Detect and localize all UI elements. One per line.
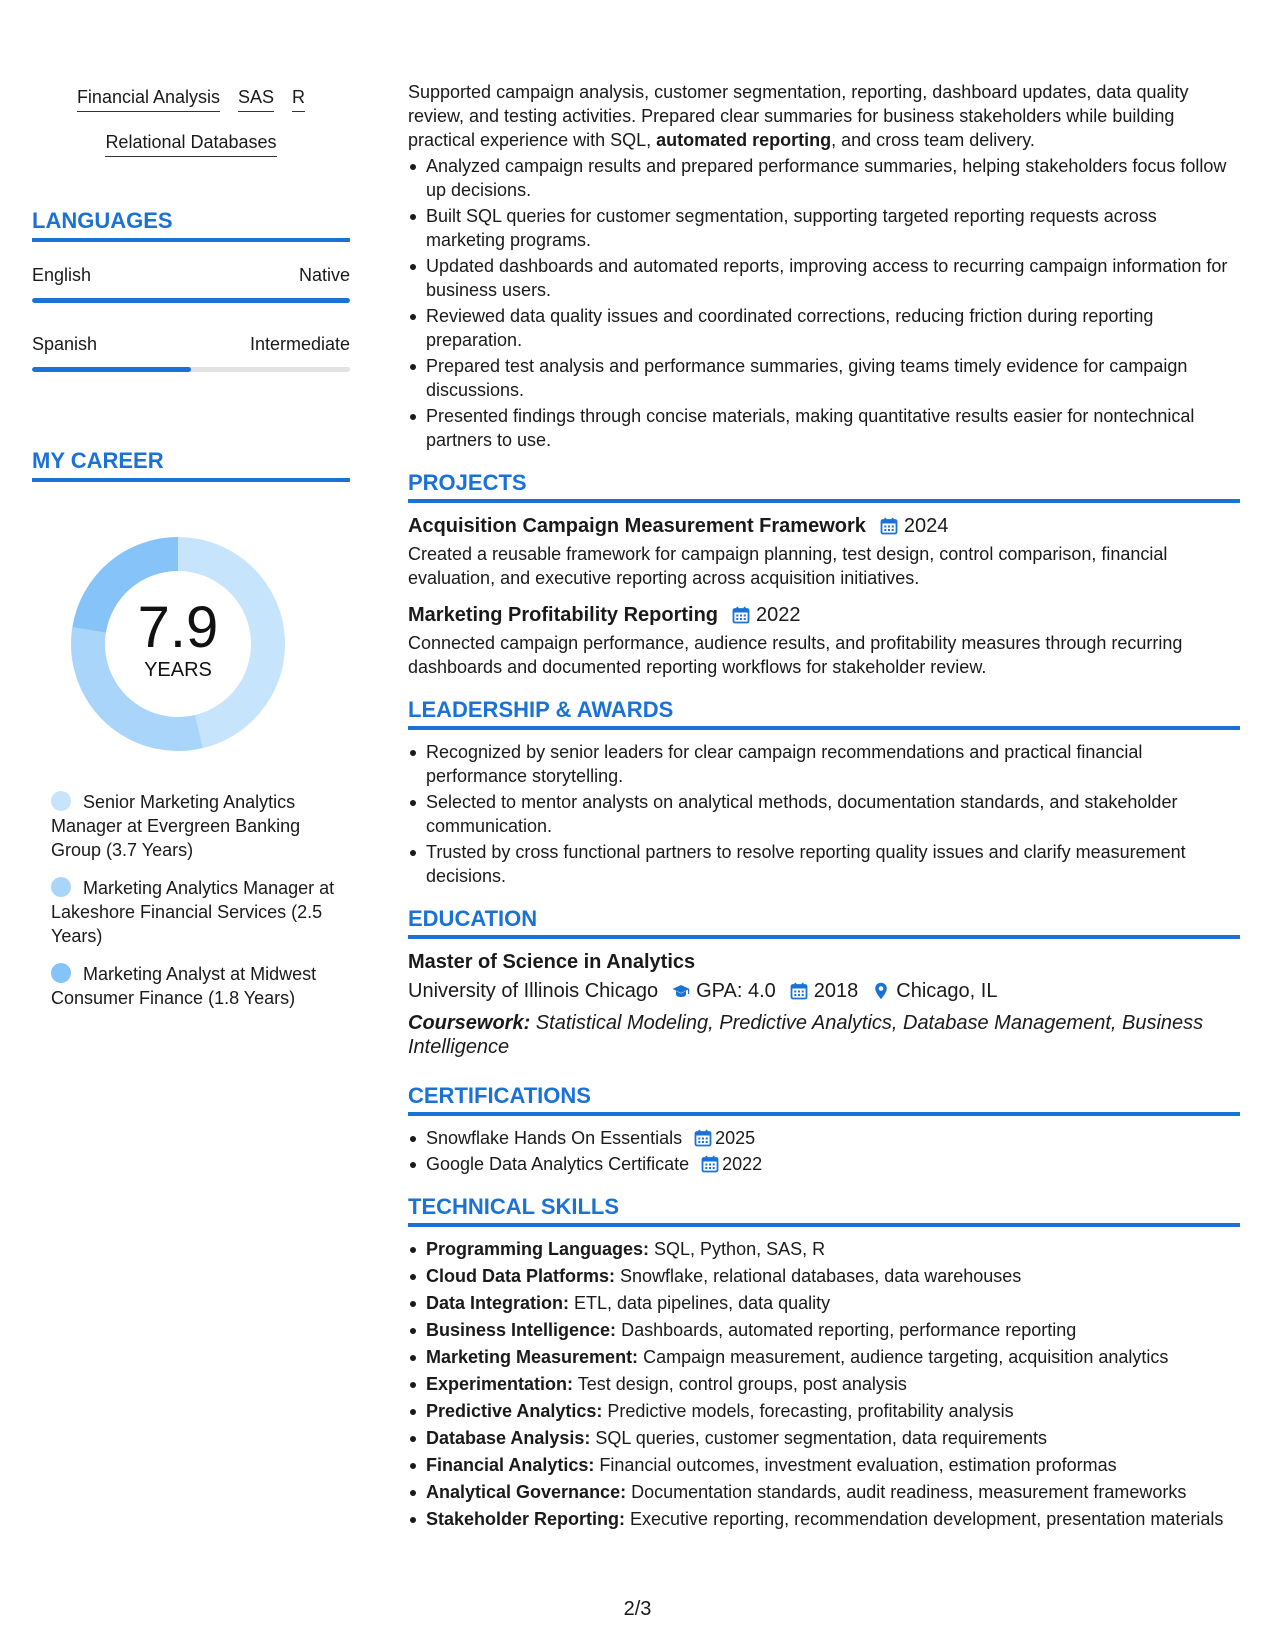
certification-item — [408, 1126, 1240, 1150]
experience-bullet: Prepared test analysis and performance summaries, giving teams timely evidence for campaign discussions. — [408, 354, 1240, 402]
technical-skill-label: Marketing Measurement: — [426, 1347, 639, 1367]
career-legend-dot — [51, 791, 71, 811]
language-bar-fill — [32, 298, 350, 303]
experience-bullet: Updated dashboards and automated reports, improving access to recurring campaign information for business users. — [408, 254, 1240, 302]
certification-name: Google Data Analytics Certificate — [426, 1154, 690, 1174]
skill-tag: Relational Databases — [105, 131, 276, 157]
language-row-spanish — [32, 333, 350, 355]
technical-skill-value: Snowflake, relational databases, data warehouses — [615, 1266, 1022, 1286]
technical-skill-value: Campaign measurement, audience targeting, acquisition analytics — [638, 1347, 1169, 1367]
career-legend-item — [51, 962, 341, 1010]
language-row-english — [32, 264, 350, 286]
technical-skill-value: Executive reporting, recommendation development, presentation materials — [625, 1509, 1224, 1529]
certification-year: 2025 — [715, 1128, 756, 1148]
leadership-bullet: Selected to mentor analysts on analytical methods, documentation standards, and stakeholder communication. — [408, 790, 1240, 838]
technical-skill-item — [408, 1507, 1240, 1531]
calendar-icon — [694, 1129, 712, 1147]
language-bar-english — [32, 298, 350, 303]
experience-bullet: Reviewed data quality issues and coordinated corrections, reducing friction during reporting preparation. — [408, 304, 1240, 352]
technical-skill-label: Data Integration: — [426, 1293, 570, 1313]
technical-skill-label: Predictive Analytics: — [426, 1401, 603, 1421]
technical-skill-label: Business Intelligence: — [426, 1320, 617, 1340]
technical-skill-item — [408, 1237, 1240, 1261]
language-level: Intermediate — [249, 334, 350, 354]
project-description: Created a reusable framework for campaign planning, test design, control comparison, financial evaluation, and executive reporting across acquisition initiatives. — [408, 544, 1168, 588]
experience-bullets — [408, 154, 1240, 452]
technical-skill-item — [408, 1480, 1240, 1504]
technical-skill-label: Stakeholder Reporting: — [426, 1509, 626, 1529]
languages-heading: LANGUAGES — [32, 208, 350, 242]
right-column — [408, 80, 1240, 1531]
language-bar-spanish — [32, 367, 350, 372]
technical-skill-item — [408, 1291, 1240, 1315]
education-degree: Master of Science in Analytics — [408, 951, 696, 973]
skills-tags-row-2 — [32, 131, 350, 157]
technical-skill-item — [408, 1399, 1240, 1423]
education-gpa: GPA: 4.0 — [696, 980, 776, 1002]
calendar-icon — [732, 606, 750, 624]
technical-skill-value: Test design, control groups, post analysis — [573, 1374, 907, 1394]
experience-bullet: Analyzed campaign results and prepared performance summaries, helping stakeholders focus follow up decisions. — [408, 154, 1240, 202]
certification-item — [408, 1152, 1240, 1176]
location-pin-icon — [872, 982, 890, 1000]
career-legend-item — [51, 790, 341, 862]
experience-bullet: Built SQL queries for customer segmentation, supporting targeted reporting requests across marketing programs. — [408, 204, 1240, 252]
project-description: Connected campaign performance, audience results, and profitability measures through recurring dashboards and documented reporting workflows for stakeholder review. — [408, 633, 1183, 677]
education-details — [408, 977, 1240, 1005]
coursework-label: Coursework: — [408, 1012, 531, 1034]
calendar-icon — [701, 1155, 719, 1173]
language-level: Native — [298, 265, 350, 285]
calendar-icon — [880, 517, 898, 535]
technical-skill-value: SQL, Python, SAS, R — [649, 1239, 826, 1259]
experience-bullet: Presented findings through concise materials, making quantitative results easier for nontechnical partners to use. — [408, 404, 1240, 452]
skill-tag: R — [292, 86, 305, 112]
technical-skill-value: Predictive models, forecasting, profitability analysis — [602, 1401, 1014, 1421]
career-heading: MY CAREER — [32, 448, 350, 482]
leadership-bullet: Recognized by senior leaders for clear campaign recommendations and practical financial performance storytelling. — [408, 740, 1240, 788]
career-total-label: YEARS — [144, 659, 212, 681]
skill-tag: SAS — [238, 86, 274, 112]
education-heading: EDUCATION — [408, 906, 1240, 939]
career-legend-item — [51, 876, 341, 948]
project-title-row — [408, 602, 1240, 628]
projects-heading: PROJECTS — [408, 470, 1240, 503]
project-year: 2024 — [903, 515, 949, 537]
technical-skill-label: Database Analysis: — [426, 1428, 591, 1448]
technical-skill-item — [408, 1318, 1240, 1342]
technical-skill-item — [408, 1264, 1240, 1288]
technical-skill-label: Financial Analytics: — [426, 1455, 595, 1475]
certifications-list — [408, 1126, 1240, 1176]
education-school: University of Illinois Chicago — [408, 980, 659, 1002]
technical-skill-label: Programming Languages: — [426, 1239, 650, 1259]
career-legend-dot — [51, 877, 71, 897]
technical-skill-item — [408, 1426, 1240, 1450]
certifications-heading: CERTIFICATIONS — [408, 1083, 1240, 1116]
project-year: 2022 — [756, 604, 801, 626]
project-title: Marketing Profitability Reporting — [408, 604, 719, 626]
summary-text-end: , and cross team delivery. — [831, 130, 1035, 150]
certification-year: 2022 — [722, 1154, 763, 1174]
technical-skill-value: Documentation standards, audit readiness, measurement frameworks — [626, 1482, 1187, 1502]
left-column — [32, 0, 350, 1650]
language-name: English — [32, 265, 92, 285]
career-legend-dot — [51, 963, 71, 983]
career-legend-text: Marketing Analytics Manager at Lakeshore Financial Services (2.5 Years) — [51, 878, 335, 946]
technical-skill-item — [408, 1345, 1240, 1369]
technical-skill-label: Analytical Governance: — [426, 1482, 627, 1502]
summary-emphasis: automated reporting — [656, 130, 832, 150]
leadership-heading: LEADERSHIP & AWARDS — [408, 697, 1240, 730]
technical-skill-value: SQL queries, customer segmentation, data requirements — [590, 1428, 1047, 1448]
education-year: 2018 — [813, 980, 859, 1002]
leadership-bullet: Trusted by cross functional partners to resolve reporting quality issues and clarify measurement decisions. — [408, 840, 1240, 888]
experience-summary — [408, 80, 1240, 152]
graduation-cap-icon — [672, 982, 690, 1000]
technical-skill-value: Financial outcomes, investment evaluation, estimation proformas — [594, 1455, 1117, 1475]
technical-skill-value: Dashboards, automated reporting, performance reporting — [616, 1320, 1077, 1340]
skills-tags-row-1 — [32, 86, 350, 112]
leadership-bullets — [408, 740, 1240, 888]
technical-skills-list — [408, 1237, 1240, 1531]
page-number: 2/3 — [623, 1598, 652, 1620]
calendar-icon — [790, 982, 808, 1000]
coursework-text: Statistical Modeling, Predictive Analytics, Database Management, Business Intelligence — [408, 1012, 1204, 1058]
education-coursework — [408, 1011, 1240, 1059]
project-title: Acquisition Campaign Measurement Framework — [408, 515, 866, 537]
technical-skills-heading: TECHNICAL SKILLS — [408, 1194, 1240, 1227]
education-location: Chicago, IL — [896, 980, 998, 1002]
career-legend-text: Senior Marketing Analytics Manager at Evergreen Banking Group (3.7 Years) — [51, 792, 301, 860]
summary-text: Supported campaign analysis, customer segmentation, reporting, dashboard updates, data quality review, and testing activities. Prepared clear summaries for business stakeholders while building practical experience with SQL, — [408, 82, 1189, 150]
language-name: Spanish — [32, 334, 98, 354]
project-title-row — [408, 513, 1240, 539]
skill-tag: Financial Analysis — [77, 86, 220, 112]
technical-skill-item — [408, 1372, 1240, 1396]
technical-skill-item — [408, 1453, 1240, 1477]
language-bar-fill — [32, 367, 191, 372]
career-donut-center — [66, 532, 290, 756]
technical-skill-label: Experimentation: — [426, 1374, 574, 1394]
technical-skill-label: Cloud Data Platforms: — [426, 1266, 616, 1286]
certification-name: Snowflake Hands On Essentials — [426, 1128, 683, 1148]
career-total-years: 7.9 — [137, 595, 219, 660]
technical-skill-value: ETL, data pipelines, data quality — [569, 1293, 831, 1313]
career-legend-text: Marketing Analyst at Midwest Consumer Finance (1.8 Years) — [51, 964, 317, 1008]
